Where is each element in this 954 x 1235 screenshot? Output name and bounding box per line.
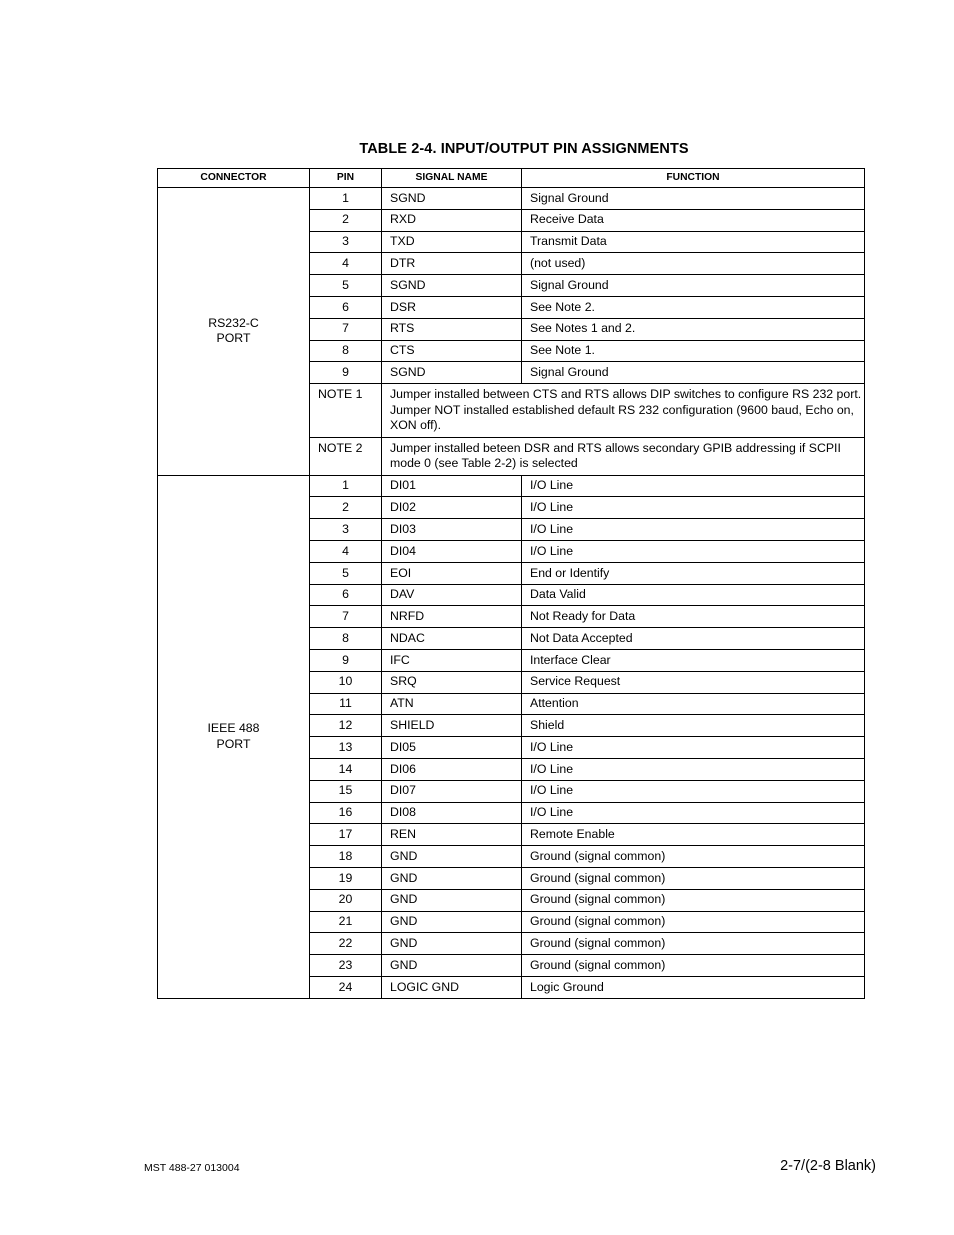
signal-name-cell: GND [382, 868, 522, 890]
table-row [158, 188, 865, 210]
function-cell: Ground (signal common) [522, 911, 865, 933]
pin-cell: 24 [310, 977, 382, 999]
pin-cell: 2 [310, 209, 382, 231]
signal-name-cell: GND [382, 846, 522, 868]
signal-name-cell: GND [382, 889, 522, 911]
pin-assignment-table [157, 168, 865, 999]
function-cell: Remote Enable [522, 824, 865, 846]
pin-cell: 4 [310, 541, 382, 563]
signal-name-cell: CTS [382, 340, 522, 362]
signal-name-cell: RTS [382, 318, 522, 340]
pin-cell: 14 [310, 759, 382, 781]
function-cell: Logic Ground [522, 977, 865, 999]
document-number: MST 488-27 013004 [144, 1162, 240, 1174]
signal-name-cell: SGND [382, 188, 522, 210]
note-text: Jumper installed between CTS and RTS allows DIP switches to configure RS 232 port. Jumper NOT installed established default RS 232 configuration (9600 baud, Echo on, XON off). [382, 384, 865, 438]
pin-cell: 1 [310, 475, 382, 497]
function-cell: Ground (signal common) [522, 846, 865, 868]
pin-cell: 10 [310, 671, 382, 693]
signal-name-cell: DSR [382, 296, 522, 318]
signal-name-cell: ATN [382, 693, 522, 715]
signal-name-cell: DI05 [382, 737, 522, 759]
pin-cell: 9 [310, 362, 382, 384]
pin-cell: 20 [310, 889, 382, 911]
connector-cell [158, 188, 310, 476]
connector-cell [158, 475, 310, 998]
pin-cell: 21 [310, 911, 382, 933]
table-row [158, 475, 865, 497]
function-cell: I/O Line [522, 541, 865, 563]
function-cell: Transmit Data [522, 231, 865, 253]
function-cell: I/O Line [522, 780, 865, 802]
note-label: NOTE 1 [310, 384, 382, 438]
signal-name-cell: DI04 [382, 541, 522, 563]
signal-name-cell: DTR [382, 253, 522, 275]
function-cell: Signal Ground [522, 362, 865, 384]
table-title: TABLE 2-4. INPUT/OUTPUT PIN ASSIGNMENTS [359, 141, 689, 157]
pin-cell: 1 [310, 188, 382, 210]
pin-cell: 22 [310, 933, 382, 955]
signal-name-cell: IFC [382, 650, 522, 672]
signal-name-cell: DI02 [382, 497, 522, 519]
function-cell: I/O Line [522, 519, 865, 541]
function-cell: Not Ready for Data [522, 606, 865, 628]
pin-cell: 7 [310, 606, 382, 628]
function-cell: I/O Line [522, 759, 865, 781]
function-cell: Service Request [522, 671, 865, 693]
pin-cell: 2 [310, 497, 382, 519]
function-cell: Ground (signal common) [522, 955, 865, 977]
pin-cell: 5 [310, 275, 382, 297]
function-cell: Signal Ground [522, 275, 865, 297]
signal-name-cell: EOI [382, 562, 522, 584]
pin-cell: 6 [310, 584, 382, 606]
pin-cell: 8 [310, 628, 382, 650]
pin-cell: 6 [310, 296, 382, 318]
function-cell: Data Valid [522, 584, 865, 606]
function-cell: See Note 2. [522, 296, 865, 318]
note-label: NOTE 2 [310, 437, 382, 475]
pin-cell: 8 [310, 340, 382, 362]
pin-cell: 7 [310, 318, 382, 340]
signal-name-cell: GND [382, 955, 522, 977]
pin-cell: 19 [310, 868, 382, 890]
pin-cell: 3 [310, 231, 382, 253]
signal-name-cell: SRQ [382, 671, 522, 693]
function-cell: I/O Line [522, 737, 865, 759]
signal-name-cell: RXD [382, 209, 522, 231]
signal-name-cell: DAV [382, 584, 522, 606]
signal-name-cell: DI03 [382, 519, 522, 541]
pin-cell: 13 [310, 737, 382, 759]
function-cell: Ground (signal common) [522, 868, 865, 890]
function-cell: Shield [522, 715, 865, 737]
connector-label-line: PORT [216, 736, 251, 751]
pin-cell: 4 [310, 253, 382, 275]
pin-cell: 9 [310, 650, 382, 672]
table-header-row [158, 169, 865, 188]
function-cell: Ground (signal common) [522, 933, 865, 955]
function-cell: Ground (signal common) [522, 889, 865, 911]
signal-name-cell: SGND [382, 362, 522, 384]
pin-cell: 16 [310, 802, 382, 824]
signal-name-cell: LOGIC GND [382, 977, 522, 999]
function-cell: I/O Line [522, 802, 865, 824]
function-cell: Interface Clear [522, 650, 865, 672]
signal-name-cell: TXD [382, 231, 522, 253]
connector-label-line: IEEE 488 [207, 721, 260, 736]
signal-name-cell: DI06 [382, 759, 522, 781]
signal-name-cell: DI07 [382, 780, 522, 802]
signal-name-cell: DI08 [382, 802, 522, 824]
pin-cell: 5 [310, 562, 382, 584]
function-cell: I/O Line [522, 497, 865, 519]
header-function: FUNCTION [522, 169, 865, 188]
pin-cell: 17 [310, 824, 382, 846]
signal-name-cell: GND [382, 933, 522, 955]
function-cell: Receive Data [522, 209, 865, 231]
header-signal-name: SIGNAL NAME [382, 169, 522, 188]
table-body [158, 188, 865, 999]
function-cell: I/O Line [522, 475, 865, 497]
page-number: 2-7/(2-8 Blank) [780, 1158, 876, 1174]
function-cell: Attention [522, 693, 865, 715]
function-cell: See Notes 1 and 2. [522, 318, 865, 340]
connector-label-line: PORT [216, 331, 251, 346]
pin-cell: 12 [310, 715, 382, 737]
header-connector: CONNECTOR [158, 169, 310, 188]
signal-name-cell: GND [382, 911, 522, 933]
pin-cell: 3 [310, 519, 382, 541]
pin-cell: 15 [310, 780, 382, 802]
pin-cell: 23 [310, 955, 382, 977]
signal-name-cell: NDAC [382, 628, 522, 650]
signal-name-cell: DI01 [382, 475, 522, 497]
note-text: Jumper installed beteen DSR and RTS allows secondary GPIB addressing if SCPII mode 0 (see Table 2-2) is selected [382, 437, 865, 475]
signal-name-cell: SHIELD [382, 715, 522, 737]
connector-label-line: RS232-C [208, 315, 259, 330]
function-cell: (not used) [522, 253, 865, 275]
signal-name-cell: SGND [382, 275, 522, 297]
function-cell: Not Data Accepted [522, 628, 865, 650]
function-cell: See Note 1. [522, 340, 865, 362]
header-pin: PIN [310, 169, 382, 188]
signal-name-cell: NRFD [382, 606, 522, 628]
pin-cell: 18 [310, 846, 382, 868]
function-cell: End or Identify [522, 562, 865, 584]
function-cell: Signal Ground [522, 188, 865, 210]
pin-cell: 11 [310, 693, 382, 715]
signal-name-cell: REN [382, 824, 522, 846]
